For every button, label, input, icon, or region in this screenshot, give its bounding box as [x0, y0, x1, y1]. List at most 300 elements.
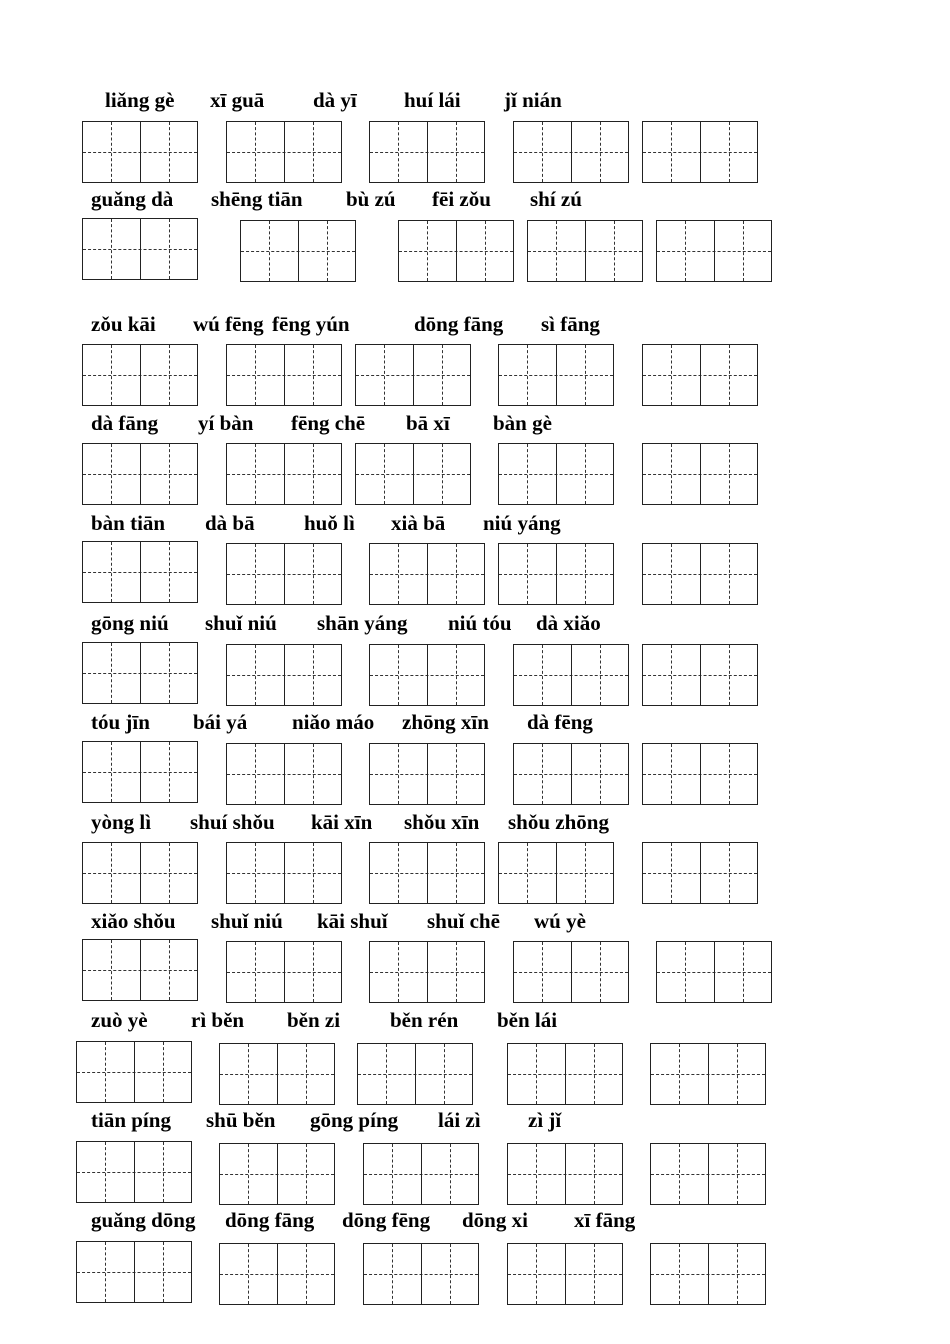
- box-divider: [700, 122, 701, 182]
- box-divider: [284, 544, 285, 604]
- pinyin-word: dōng xi: [462, 1208, 528, 1232]
- tianzige-writing-box[interactable]: [82, 541, 198, 603]
- tianzige-writing-box[interactable]: [507, 1143, 623, 1205]
- pinyin-row: [0, 1108, 950, 1136]
- dashed-guide-line: [169, 843, 170, 903]
- pinyin-word: xiǎo shǒu: [91, 909, 176, 933]
- dashed-guide-line: [313, 645, 314, 705]
- tianzige-writing-box[interactable]: [642, 443, 758, 505]
- box-divider: [284, 345, 285, 405]
- pinyin-word: yòng lì: [91, 810, 152, 834]
- dashed-guide-line: [450, 1244, 451, 1304]
- dashed-guide-line: [169, 940, 170, 1000]
- dashed-guide-line: [679, 1244, 680, 1304]
- pinyin-word: niú yáng: [483, 511, 561, 535]
- tianzige-writing-box[interactable]: [642, 644, 758, 706]
- dashed-guide-line: [255, 122, 256, 182]
- dashed-guide-line: [671, 544, 672, 604]
- dashed-guide-line: [536, 1244, 537, 1304]
- pinyin-row: [0, 312, 950, 340]
- tianzige-writing-box[interactable]: [650, 1143, 766, 1205]
- tianzige-writing-box[interactable]: [226, 443, 342, 505]
- tianzige-writing-box[interactable]: [82, 842, 198, 904]
- dashed-guide-line: [248, 1044, 249, 1104]
- pinyin-word: dōng fēng: [342, 1208, 431, 1232]
- tianzige-writing-box[interactable]: [498, 842, 614, 904]
- dashed-guide-line: [398, 942, 399, 1002]
- dashed-guide-line: [398, 122, 399, 182]
- box-divider: [556, 444, 557, 504]
- box-divider: [556, 843, 557, 903]
- pinyin-word: shuí shǒu: [190, 810, 275, 834]
- pinyin-row: [0, 88, 950, 116]
- pinyin-word: dà fēng: [527, 710, 593, 734]
- pinyin-word: liǎng gè: [105, 88, 175, 112]
- dashed-guide-line: [398, 744, 399, 804]
- box-divider: [700, 345, 701, 405]
- dashed-guide-line: [255, 942, 256, 1002]
- dashed-guide-line: [111, 122, 112, 182]
- dashed-guide-line: [384, 444, 385, 504]
- dashed-guide-line: [527, 444, 528, 504]
- dashed-guide-line: [527, 345, 528, 405]
- pinyin-word: wú fēng: [193, 312, 264, 336]
- pinyin-word: dōng fāng: [414, 312, 504, 336]
- dashed-guide-line: [536, 1044, 537, 1104]
- pinyin-word: bā xī: [406, 411, 450, 435]
- box-divider: [298, 221, 299, 281]
- dashed-guide-line: [398, 544, 399, 604]
- tianzige-writing-box[interactable]: [369, 543, 485, 605]
- writing-box-row: [0, 842, 950, 908]
- dashed-guide-line: [313, 744, 314, 804]
- pinyin-word: shān yáng: [317, 611, 408, 635]
- dashed-guide-line: [392, 1144, 393, 1204]
- tianzige-writing-box[interactable]: [226, 121, 342, 183]
- dashed-guide-line: [585, 345, 586, 405]
- writing-box-row: [0, 1241, 950, 1307]
- box-divider: [284, 444, 285, 504]
- box-divider: [565, 1144, 566, 1204]
- box-divider: [427, 645, 428, 705]
- box-divider: [708, 1244, 709, 1304]
- tianzige-writing-box[interactable]: [642, 121, 758, 183]
- tianzige-writing-box[interactable]: [513, 941, 629, 1003]
- pinyin-word: gōng píng: [310, 1108, 399, 1132]
- writing-box-row: [0, 741, 950, 807]
- dashed-guide-line: [306, 1244, 307, 1304]
- pinyin-word: shǒu xīn: [404, 810, 480, 834]
- tianzige-writing-box[interactable]: [498, 443, 614, 505]
- box-divider: [708, 1144, 709, 1204]
- box-divider: [585, 221, 586, 281]
- box-divider: [556, 544, 557, 604]
- tianzige-writing-box[interactable]: [226, 543, 342, 605]
- writing-box-row: [0, 541, 950, 607]
- dashed-guide-line: [456, 645, 457, 705]
- dashed-guide-line: [398, 843, 399, 903]
- box-divider: [700, 645, 701, 705]
- box-divider: [284, 645, 285, 705]
- tianzige-writing-box[interactable]: [527, 220, 643, 282]
- box-divider: [571, 122, 572, 182]
- writing-box-row: [0, 443, 950, 509]
- tianzige-writing-box[interactable]: [82, 218, 198, 280]
- dashed-guide-line: [306, 1144, 307, 1204]
- tianzige-writing-box[interactable]: [369, 743, 485, 805]
- dashed-guide-line: [163, 1242, 164, 1302]
- dashed-guide-line: [729, 843, 730, 903]
- tianzige-writing-box[interactable]: [219, 1243, 335, 1305]
- pinyin-word: wú yè: [534, 909, 586, 933]
- dashed-guide-line: [671, 744, 672, 804]
- box-divider: [421, 1244, 422, 1304]
- dashed-guide-line: [600, 122, 601, 182]
- dashed-guide-line: [527, 544, 528, 604]
- dashed-guide-line: [743, 942, 744, 1002]
- dashed-guide-line: [600, 942, 601, 1002]
- dashed-guide-line: [313, 544, 314, 604]
- dashed-guide-line: [729, 744, 730, 804]
- box-divider: [415, 1044, 416, 1104]
- dashed-guide-line: [313, 345, 314, 405]
- dashed-guide-line: [729, 645, 730, 705]
- dashed-guide-line: [536, 1144, 537, 1204]
- pinyin-word: zì jǐ: [528, 1108, 562, 1132]
- pinyin-row: [0, 511, 950, 539]
- pinyin-row: [0, 411, 950, 439]
- dashed-guide-line: [685, 221, 686, 281]
- dashed-guide-line: [542, 942, 543, 1002]
- dashed-guide-line: [169, 345, 170, 405]
- tianzige-writing-box[interactable]: [226, 743, 342, 805]
- box-divider: [413, 444, 414, 504]
- dashed-guide-line: [729, 345, 730, 405]
- box-divider: [708, 1044, 709, 1104]
- tianzige-writing-box[interactable]: [76, 1141, 192, 1203]
- writing-box-row: [0, 1141, 950, 1207]
- dashed-guide-line: [111, 345, 112, 405]
- pinyin-word: dà bā: [205, 511, 255, 535]
- tianzige-writing-box[interactable]: [398, 220, 514, 282]
- pinyin-word: niǎo máo: [292, 710, 375, 734]
- box-divider: [134, 1042, 135, 1102]
- tianzige-writing-box[interactable]: [369, 121, 485, 183]
- dashed-guide-line: [169, 742, 170, 802]
- box-divider: [700, 843, 701, 903]
- tianzige-writing-box[interactable]: [363, 1243, 479, 1305]
- pinyin-word: shuǐ niú: [205, 611, 277, 635]
- pinyin-word: rì běn: [191, 1008, 245, 1032]
- dashed-guide-line: [163, 1042, 164, 1102]
- box-divider: [714, 221, 715, 281]
- pinyin-word: bái yá: [193, 710, 248, 734]
- pinyin-word: bàn gè: [493, 411, 552, 435]
- box-divider: [140, 345, 141, 405]
- dashed-guide-line: [111, 643, 112, 703]
- pinyin-word: tiān píng: [91, 1108, 171, 1132]
- pinyin-word: dà yī: [313, 88, 357, 112]
- pinyin-word: dà fāng: [91, 411, 159, 435]
- dashed-guide-line: [671, 645, 672, 705]
- pinyin-word: huí lái: [404, 88, 461, 112]
- dashed-guide-line: [111, 843, 112, 903]
- dashed-guide-line: [442, 345, 443, 405]
- tianzige-writing-box[interactable]: [498, 344, 614, 406]
- pinyin-word: guǎng dà: [91, 187, 174, 211]
- tianzige-writing-box[interactable]: [226, 842, 342, 904]
- dashed-guide-line: [442, 444, 443, 504]
- dashed-guide-line: [556, 221, 557, 281]
- pinyin-word: fēi zǒu: [432, 187, 491, 211]
- dashed-guide-line: [729, 122, 730, 182]
- dashed-guide-line: [614, 221, 615, 281]
- dashed-guide-line: [169, 542, 170, 602]
- dashed-guide-line: [456, 744, 457, 804]
- tianzige-writing-box[interactable]: [357, 1043, 473, 1105]
- box-divider: [571, 744, 572, 804]
- writing-box-row: [0, 939, 950, 1005]
- dashed-guide-line: [105, 1042, 106, 1102]
- pinyin-word: yí bàn: [198, 411, 254, 435]
- pinyin-word: gōng niú: [91, 611, 169, 635]
- dashed-guide-line: [313, 942, 314, 1002]
- pinyin-word: běn lái: [497, 1008, 558, 1032]
- dashed-guide-line: [111, 219, 112, 279]
- pinyin-word: dōng fāng: [225, 1208, 315, 1232]
- tianzige-writing-box[interactable]: [498, 543, 614, 605]
- box-divider: [284, 942, 285, 1002]
- pinyin-word: zuò yè: [91, 1008, 148, 1032]
- pinyin-word: shí zú: [530, 187, 582, 211]
- tianzige-writing-box[interactable]: [76, 1041, 192, 1103]
- tianzige-writing-box[interactable]: [642, 842, 758, 904]
- pinyin-word: huǒ lì: [304, 511, 355, 535]
- pinyin-row: [0, 1008, 950, 1036]
- tianzige-writing-box[interactable]: [642, 743, 758, 805]
- tianzige-writing-box[interactable]: [226, 344, 342, 406]
- dashed-guide-line: [527, 843, 528, 903]
- box-divider: [700, 444, 701, 504]
- box-divider: [140, 444, 141, 504]
- pinyin-word: kāi xīn: [311, 810, 373, 834]
- dashed-guide-line: [685, 942, 686, 1002]
- tianzige-writing-box[interactable]: [82, 121, 198, 183]
- dashed-guide-line: [386, 1044, 387, 1104]
- dashed-guide-line: [585, 444, 586, 504]
- pinyin-word: xī guā: [210, 88, 265, 112]
- dashed-guide-line: [737, 1144, 738, 1204]
- dashed-guide-line: [679, 1144, 680, 1204]
- pinyin-word: shū běn: [206, 1108, 276, 1132]
- dashed-guide-line: [269, 221, 270, 281]
- dashed-guide-line: [737, 1044, 738, 1104]
- tianzige-writing-box[interactable]: [240, 220, 356, 282]
- pinyin-word: shǒu zhōng: [508, 810, 609, 834]
- tianzige-writing-box[interactable]: [226, 941, 342, 1003]
- tianzige-writing-box[interactable]: [656, 220, 772, 282]
- tianzige-writing-box[interactable]: [363, 1143, 479, 1205]
- box-divider: [700, 744, 701, 804]
- pinyin-row: [0, 710, 950, 738]
- box-divider: [571, 942, 572, 1002]
- dashed-guide-line: [327, 221, 328, 281]
- dashed-guide-line: [105, 1242, 106, 1302]
- tianzige-writing-box[interactable]: [369, 941, 485, 1003]
- dashed-guide-line: [111, 444, 112, 504]
- pinyin-word: xià bā: [391, 511, 446, 535]
- box-divider: [140, 742, 141, 802]
- box-divider: [427, 942, 428, 1002]
- box-divider: [134, 1142, 135, 1202]
- box-divider: [456, 221, 457, 281]
- box-divider: [284, 744, 285, 804]
- writing-box-row: [0, 218, 950, 284]
- dashed-guide-line: [444, 1044, 445, 1104]
- box-divider: [284, 122, 285, 182]
- tianzige-writing-box[interactable]: [507, 1043, 623, 1105]
- box-divider: [134, 1242, 135, 1302]
- pinyin-word: běn rén: [390, 1008, 459, 1032]
- dashed-guide-line: [163, 1142, 164, 1202]
- tianzige-writing-box[interactable]: [355, 344, 471, 406]
- pinyin-word: jǐ nián: [504, 88, 562, 112]
- pinyin-word: lái zì: [438, 1108, 481, 1132]
- pinyin-word: xī fāng: [574, 1208, 636, 1232]
- box-divider: [140, 843, 141, 903]
- tianzige-writing-box[interactable]: [369, 842, 485, 904]
- box-divider: [571, 645, 572, 705]
- dashed-guide-line: [600, 645, 601, 705]
- tianzige-writing-box[interactable]: [650, 1243, 766, 1305]
- dashed-guide-line: [255, 444, 256, 504]
- dashed-guide-line: [255, 744, 256, 804]
- tianzige-writing-box[interactable]: [82, 443, 198, 505]
- box-divider: [565, 1244, 566, 1304]
- dashed-guide-line: [671, 444, 672, 504]
- box-divider: [421, 1144, 422, 1204]
- dashed-guide-line: [111, 940, 112, 1000]
- tianzige-writing-box[interactable]: [369, 644, 485, 706]
- tianzige-writing-box[interactable]: [355, 443, 471, 505]
- dashed-guide-line: [729, 544, 730, 604]
- pinyin-word: fēng yún: [272, 312, 350, 336]
- dashed-guide-line: [542, 645, 543, 705]
- dashed-guide-line: [594, 1144, 595, 1204]
- dashed-guide-line: [169, 643, 170, 703]
- dashed-guide-line: [594, 1244, 595, 1304]
- dashed-guide-line: [398, 645, 399, 705]
- box-divider: [565, 1044, 566, 1104]
- pinyin-word: bàn tiān: [91, 511, 166, 535]
- tianzige-writing-box[interactable]: [219, 1043, 335, 1105]
- tianzige-writing-box[interactable]: [642, 543, 758, 605]
- dashed-guide-line: [737, 1244, 738, 1304]
- dashed-guide-line: [456, 544, 457, 604]
- dashed-guide-line: [306, 1044, 307, 1104]
- pinyin-row: [0, 611, 950, 639]
- dashed-guide-line: [313, 122, 314, 182]
- dashed-guide-line: [169, 444, 170, 504]
- dashed-guide-line: [542, 744, 543, 804]
- pinyin-word: kāi shuǐ: [317, 909, 388, 933]
- tianzige-writing-box[interactable]: [82, 939, 198, 1001]
- tianzige-writing-box[interactable]: [82, 741, 198, 803]
- dashed-guide-line: [313, 843, 314, 903]
- tianzige-writing-box[interactable]: [642, 344, 758, 406]
- dashed-guide-line: [594, 1044, 595, 1104]
- pinyin-word: tóu jīn: [91, 710, 150, 734]
- box-divider: [140, 542, 141, 602]
- box-divider: [140, 122, 141, 182]
- dashed-guide-line: [384, 345, 385, 405]
- dashed-guide-line: [111, 542, 112, 602]
- tianzige-writing-box[interactable]: [82, 642, 198, 704]
- pinyin-row: [0, 187, 950, 215]
- pinyin-word: fēng chē: [291, 411, 366, 435]
- tianzige-writing-box[interactable]: [513, 743, 629, 805]
- box-divider: [714, 942, 715, 1002]
- dashed-guide-line: [248, 1144, 249, 1204]
- pinyin-word: dà xiǎo: [536, 611, 601, 635]
- box-divider: [427, 122, 428, 182]
- tianzige-writing-box[interactable]: [76, 1241, 192, 1303]
- tianzige-writing-box[interactable]: [226, 644, 342, 706]
- box-divider: [700, 544, 701, 604]
- dashed-guide-line: [169, 219, 170, 279]
- pinyin-word: běn zi: [287, 1008, 341, 1032]
- box-divider: [277, 1044, 278, 1104]
- dashed-guide-line: [255, 843, 256, 903]
- dashed-guide-line: [255, 345, 256, 405]
- dashed-guide-line: [585, 544, 586, 604]
- dashed-guide-line: [729, 444, 730, 504]
- pinyin-word: sì fāng: [541, 312, 600, 336]
- box-divider: [427, 544, 428, 604]
- tianzige-writing-box[interactable]: [656, 941, 772, 1003]
- dashed-guide-line: [743, 221, 744, 281]
- dashed-guide-line: [679, 1044, 680, 1104]
- box-divider: [427, 843, 428, 903]
- pinyin-word: shuǐ niú: [211, 909, 283, 933]
- dashed-guide-line: [313, 444, 314, 504]
- tianzige-writing-box[interactable]: [650, 1043, 766, 1105]
- writing-box-row: [0, 642, 950, 708]
- tianzige-writing-box[interactable]: [219, 1143, 335, 1205]
- pinyin-word: bù zú: [346, 187, 396, 211]
- box-divider: [140, 643, 141, 703]
- tianzige-writing-box[interactable]: [513, 121, 629, 183]
- dashed-guide-line: [671, 122, 672, 182]
- writing-box-row: [0, 344, 950, 410]
- pinyin-word: zhōng xīn: [402, 710, 489, 734]
- dashed-guide-line: [485, 221, 486, 281]
- box-divider: [140, 940, 141, 1000]
- dashed-guide-line: [111, 742, 112, 802]
- box-divider: [140, 219, 141, 279]
- box-divider: [427, 744, 428, 804]
- dashed-guide-line: [456, 122, 457, 182]
- dashed-guide-line: [600, 744, 601, 804]
- tianzige-writing-box[interactable]: [82, 344, 198, 406]
- dashed-guide-line: [255, 645, 256, 705]
- dashed-guide-line: [450, 1144, 451, 1204]
- dashed-guide-line: [671, 345, 672, 405]
- tianzige-writing-box[interactable]: [507, 1243, 623, 1305]
- tianzige-writing-box[interactable]: [513, 644, 629, 706]
- box-divider: [277, 1144, 278, 1204]
- pinyin-row: [0, 810, 950, 838]
